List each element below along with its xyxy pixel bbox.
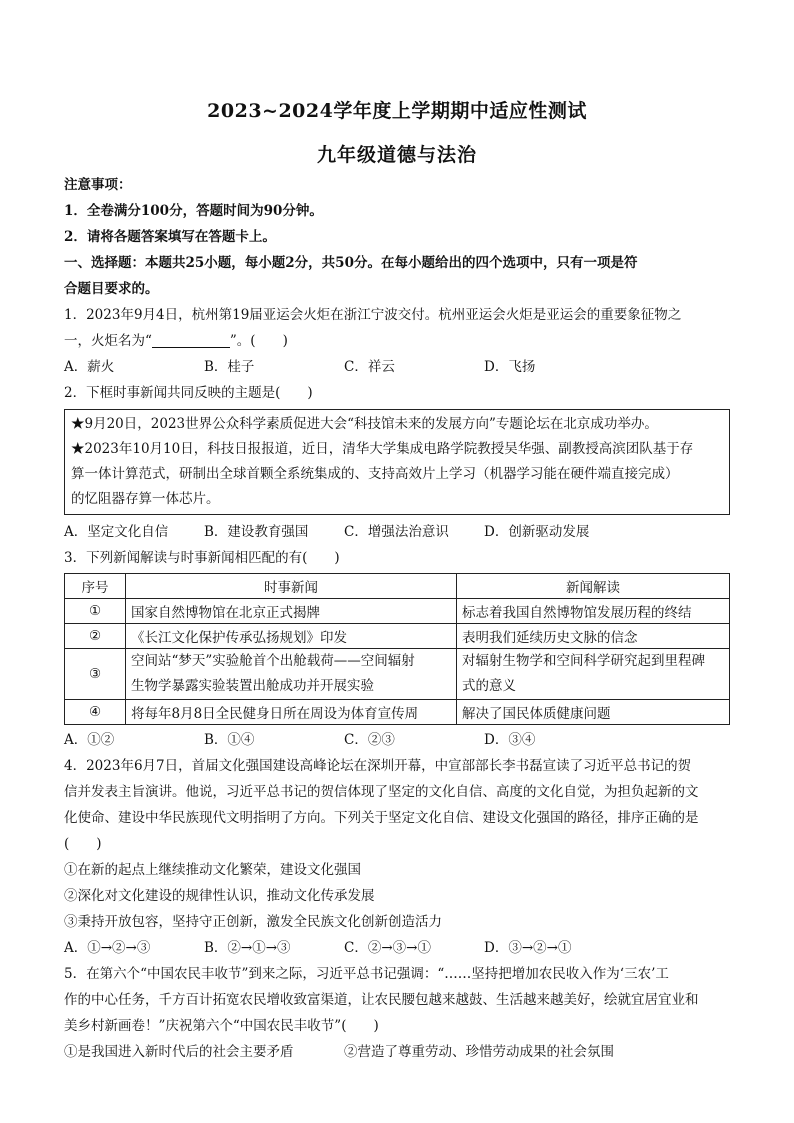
question-4-stem: 信并发表主旨演讲。他说，习近平总书记的贺信体现了坚定的文化自信、高度的文化自觉，为担负起新的文 xyxy=(64,784,699,800)
statement-item: ②营造了尊重劳动、珍惜劳动成果的社会氛围 xyxy=(344,1044,614,1060)
news-table xyxy=(64,573,730,725)
section-instruction: 一、选择题：本题共25小题，每小题2分，共50分。在每小题给出的四个选项中，只有一项是符 xyxy=(64,255,638,271)
news-item: ★9月20日，2023世界公众科学素质促进大会“科技馆未来的发展方向”专题论坛在北京成功举办。 xyxy=(71,416,658,432)
option-c: C．②→③→① xyxy=(344,940,431,956)
question-5-stem: 作的中心任务，千方百计拓宽农民增收致富渠道，让农民腰包越来越鼓、生活越来越美好，绘就宜居宜业和 xyxy=(64,992,699,1008)
option-a: A．坚定文化自信 xyxy=(64,524,169,540)
news-cell: 将每年8月8日全民健身日所在周设为体育宣传周 xyxy=(126,700,457,725)
option-d: D．创新驱动发展 xyxy=(484,524,590,540)
column-header: 时事新闻 xyxy=(126,574,457,599)
question-3-stem: 3．下列新闻解读与时事新闻相匹配的有( ) xyxy=(64,550,340,566)
option-d: D．③④ xyxy=(484,732,536,748)
statement-item: ③秉持开放包容，坚持守正创新，激发全民族文化创新创造活力 xyxy=(64,914,442,930)
question-4-stem: ( ) xyxy=(64,836,102,852)
reading-cell: 表明我们延续历史文脉的信念 xyxy=(457,624,730,649)
table-row xyxy=(65,624,730,649)
option-b: B．②→①→③ xyxy=(204,940,291,956)
table-row xyxy=(65,700,730,725)
section-instruction: 合题目要求的。 xyxy=(64,281,159,297)
question-5-statements xyxy=(64,1039,730,1065)
statement-item: ②深化对文化建设的规律性认识，推动文化传承发展 xyxy=(64,888,375,904)
option-a: A．薪火 xyxy=(64,359,115,375)
question-4-options xyxy=(64,935,730,961)
question-4-stem: 化使命、建设中华民族现代文明指明了方向。下列关于坚定文化自信、建设文化强国的路径，排序正确的是 xyxy=(64,810,699,826)
option-a: A．①② xyxy=(64,732,115,748)
question-3-options xyxy=(64,727,730,753)
reading-cell xyxy=(457,649,730,700)
question-5-stem: 5．在第六个“中国农民丰收节”到来之际，习近平总书记强调：“……坚持把增加农民收入作为‘三农’工 xyxy=(64,966,669,982)
option-c: C．增强法治意识 xyxy=(344,524,449,540)
option-d: D．③→②→① xyxy=(484,940,572,956)
table-header-row xyxy=(65,574,730,599)
news-cell: 国家自然博物馆在北京正式揭牌 xyxy=(126,599,457,624)
news-cell-line: 生物学暴露实验装置出舱成功并开展实验 xyxy=(131,678,374,694)
notes-heading: 注意事项： xyxy=(64,177,132,193)
exam-subtitle: 九年级道德与法治 xyxy=(316,144,477,166)
question-1-stem: 1．2023年9月4日，杭州第19届亚运会火炬在浙江宁波交付。杭州亚运会火炬是亚运会的重要象征物之 xyxy=(64,307,682,323)
row-number: ① xyxy=(65,599,126,624)
exam-title: 2023~2024学年度上学期期中适应性测试 xyxy=(207,100,587,122)
question-1-stem-post: ”。( ) xyxy=(229,333,288,349)
answer-blank xyxy=(152,331,230,348)
row-number: ③ xyxy=(65,649,126,700)
reading-cell: 标志着我国自然博物馆发展历程的终结 xyxy=(457,599,730,624)
news-box xyxy=(64,409,730,515)
option-c: C．②③ xyxy=(344,732,395,748)
news-item: 算一体计算范式，研制出全球首颗全系统集成的、支持高效片上学习（机器学习能在硬件端直接完成） xyxy=(71,466,679,482)
news-cell xyxy=(126,649,457,700)
question-2-stem: 2．下框时事新闻共同反映的主题是( ) xyxy=(64,385,313,401)
question-1-stem-pre: 一，火炬名为“ xyxy=(64,333,152,349)
news-cell: 《长江文化保护传承弘扬规划》印发 xyxy=(126,624,457,649)
exam-content xyxy=(64,172,730,1065)
news-cell-line: 空间站“梦天”实验舱首个出舱载荷——空间辐射 xyxy=(131,653,415,669)
question-2-options xyxy=(64,519,730,545)
news-item: ★2023年10月10日，科技日报报道，近日，清华大学集成电路学院教授吴华强、副教授高滨团队基于存 xyxy=(71,441,694,457)
question-5-stem: 美乡村新画卷！”庆祝第六个“中国农民丰收节”( ) xyxy=(64,1018,379,1034)
statement-item: ①是我国进入新时代后的社会主要矛盾 xyxy=(64,1044,294,1060)
news-item: 的忆阻器存算一体芯片。 xyxy=(71,491,220,507)
option-b: B．桂子 xyxy=(204,359,255,375)
question-4-stem: 4．2023年6月7日，首届文化强国建设高峰论坛在深圳开幕，中宣部部长李书磊宣读了习近平总书记的贺 xyxy=(64,758,692,774)
statement-item: ①在新的起点上继续推动文化繁荣，建设文化强国 xyxy=(64,862,361,878)
option-c: C．祥云 xyxy=(344,359,395,375)
question-1-options xyxy=(64,354,730,380)
option-b: B．建设教育强国 xyxy=(204,524,309,540)
column-header: 新闻解读 xyxy=(457,574,730,599)
table-row xyxy=(65,599,730,624)
reading-cell-line: 对辐射生物学和空间科学研究起到里程碑 xyxy=(462,653,705,669)
reading-cell: 解决了国民体质健康问题 xyxy=(457,700,730,725)
note-item: 1．全卷满分100分，答题时间为90分钟。 xyxy=(64,203,323,219)
row-number: ④ xyxy=(65,700,126,725)
question-1-stem xyxy=(64,328,730,354)
note-item: 2．请将各题答案填写在答题卡上。 xyxy=(64,229,276,245)
option-a: A．①→②→③ xyxy=(64,940,151,956)
reading-cell-line: 式的意义 xyxy=(462,678,516,694)
option-b: B．①④ xyxy=(204,732,255,748)
row-number: ② xyxy=(65,624,126,649)
table-row xyxy=(65,649,730,700)
column-header: 序号 xyxy=(65,574,126,599)
option-d: D．飞扬 xyxy=(484,359,536,375)
